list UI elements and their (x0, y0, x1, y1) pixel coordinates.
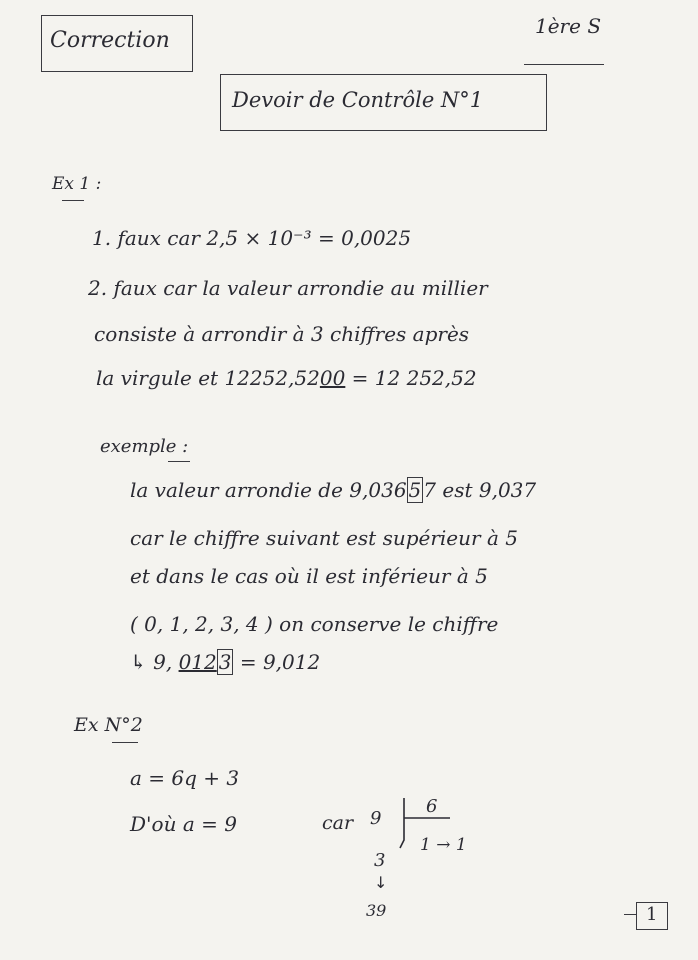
division-diagram (360, 790, 500, 930)
division-remainder: 3 (374, 850, 386, 871)
division-dividend: 9 (370, 808, 382, 829)
example-line1-b: 7 est 9,037 (423, 478, 537, 502)
example-line1 (130, 478, 536, 502)
ex1-q2-line3-a: la virgule et 12252, (96, 366, 295, 390)
example-line5-a: ↳ 9, (130, 650, 179, 674)
ex1-q2-line3-b: 52 (294, 366, 320, 390)
class-label: 1ère S (535, 14, 602, 38)
example-line1-a: la valeur arrondie de 9,036 (130, 478, 407, 502)
division-arrow: ↓ (374, 873, 388, 892)
correction-label: Correction (50, 28, 170, 53)
ex1-q1: 1. faux car 2,5 × 10⁻³ = 0,0025 (92, 226, 412, 250)
ex1-heading: Ex 1 : (52, 174, 102, 194)
example-line5-box: 3 (218, 650, 232, 674)
ex1-q2-line2: consiste à arrondir à 3 chiffres après (94, 322, 470, 346)
ex1-q2-line3 (96, 366, 477, 390)
class-underline (524, 64, 604, 65)
example-line5-b: = 9,012 (233, 650, 321, 674)
example-line4: ( 0, 1, 2, 3, 4 ) on conserve le chiffre (130, 612, 499, 636)
ex2-heading: Ex N°2 (74, 714, 143, 736)
ex1-q2-line1: 2. faux car la valeur arrondie au millier (88, 276, 488, 300)
ex1-q2-line3-d: = 12 252,52 (345, 366, 477, 390)
example-line5-u: 012 (178, 650, 217, 674)
ex2-line2-b: car (322, 812, 354, 834)
ex1-heading-underline (62, 200, 84, 201)
example-line5 (130, 650, 320, 674)
ex2-line2-a: D'où a = 9 (130, 812, 237, 836)
example-heading: exemple : (100, 436, 189, 457)
page-number: 1 (646, 904, 658, 925)
ex1-q2-line3-c: 00 (319, 366, 346, 390)
ex2-heading-underline (112, 742, 138, 743)
example-line2: car le chiffre suivant est supérieur à 5 (130, 526, 518, 550)
example-line3: et dans le cas où il est inférieur à 5 (130, 564, 488, 588)
division-quotient: 1 → 1 (420, 835, 467, 855)
page-title: Devoir de Contrôle N°1 (232, 88, 484, 112)
division-divisor: 6 (426, 796, 438, 817)
page-number-tick (624, 914, 636, 915)
division-note: 39 (366, 901, 387, 920)
ex2-line1: a = 6q + 3 (130, 766, 240, 790)
example-heading-underline (168, 461, 190, 462)
example-line1-box: 5 (408, 478, 422, 502)
